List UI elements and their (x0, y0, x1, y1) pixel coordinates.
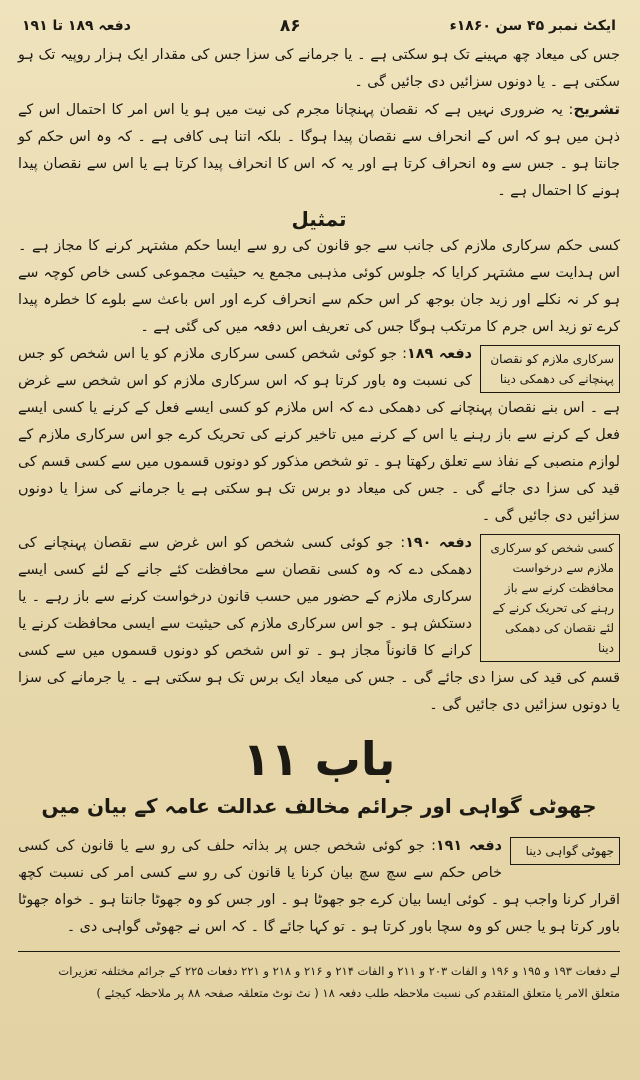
footnote-divider (18, 951, 620, 952)
section-190 (18, 530, 620, 719)
section-189 (18, 341, 620, 530)
tamseel-paragraph: کسی حکم سرکاری ملازم کی جانب سے جو قانون کی رو سے ایسا حکم مشتہر کرنے کا مجاز ہے ۔ اس ہدایت سے مشتہر کرایا کہ جلوس کوئی مذہبی مجمع یہ حیثیت مجموعی کسی خاص کوچہ سے ہو کر نہ نکلے اور زید جان بوجھ کر اس حکم سے انحراف کرے اور اس باعث سے بلوے کا خطرہ پیدا کرے تو زید اس جرم کا مرتکب ہوگا جس کی تعریف اس دفعہ میں کی گئی ہے ۔ (18, 238, 620, 335)
tashreeh-heading: تشریح (573, 100, 620, 118)
section-191-text: : جو کوئی شخص جس پر بذاتہ حلف کی رو سے یا قانون کی کسی خاص حکم سے سچ سچ بیان کرنا یا قانون کی رو سے کسی امر کی نسبت کچھ اقرار کرنا واجب ہو ۔ کوئی ایسا بیان کرے جو جھوٹا ہو ۔ اور جس کو وہ جھوٹا جانتا ہو ۔ خواہ جھوٹا باور کرتا ہو یا جس کو وہ سچا باور کرتا ہو ۔ تو کہا جائے گا ۔ کہ اس نے جھوٹی گواہی دی ۔ (18, 838, 620, 935)
page-number: ۸۶ (279, 16, 301, 36)
intro-paragraph: جس کی میعاد چھ مہینے تک ہو سکتی ہے ۔ یا جرمانے کی سزا جس کی مقدار ایک ہزار روپیہ تک ہو سکتی ہے ۔ یا دونوں سزائیں دی جائیں گی ۔ (18, 47, 620, 90)
section-191-side-note: جھوٹی گواہی دینا (510, 837, 620, 865)
act-title: ایکٹ نمبر ۴۵ سن ۱۸۶۰ء (449, 18, 616, 34)
section-range: دفعہ ۱۸۹ تا ۱۹۱ (22, 18, 131, 34)
section-191-number: دفعہ ۱۹۱ (435, 838, 502, 854)
tashreeh-text: : یہ ضروری نہیں ہے کہ نقصان پہنچانا مجرم کی نیت میں ہو یا اس امر کا احتمال اس کے ذہن میں ہو کہ اس کے انحراف سے نقصان پیدا ہوگا ۔ بلکہ اتنا ہی کافی ہے ۔ کہ وہ اس حکم کو جانتا ہو ۔ جس سے وہ انحراف کرتا ہے اور یہ کہ اس کا انحراف پیدا کرتا ہے یا اس سے نقصان پیدا ہونے کا احتمال ہے ۔ (18, 102, 620, 199)
page-header (18, 10, 620, 42)
section-190-text: : جو کوئی کسی شخص کو اس غرض سے نقصان پہنچانے کی دھمکی دے کہ وہ کسی نقصان سے محافظت کئے جانے کے لئے کسی ایسے سرکاری ملازم کے حضور میں حسب قانون درخواست کرنے سے باز رہے ۔ یا دستکش ہو ۔ جو اس سرکاری ملازم کی حیثیت سے ایسی محافظت کرنے یا کرانے کا قانوناً مجاز ہو ۔ تو اس شخص کو دونوں قسموں میں سے کسی قسم کی قید کی سزا دی جائے گی ۔ جس کی میعاد ایک برس تک ہو سکتی ہے ۔ یا جرمانے کی سزا یا دونوں سزائیں دی جائیں گی ۔ (18, 535, 620, 713)
section-189-text: : جو کوئی شخص کسی سرکاری ملازم کو یا اس شخص کو جس کی نسبت وہ باور کرتا ہو کہ اس سرکاری ملازم کو اس شخص سے غرض ہے ۔ اس بنے نقصان پہنچانے کی دھمکی دے کہ اس ملازم کو کسی ایسے فعل کے کرنے یا کسی ایسے فعل کے کرنے سے باز رہنے یا اس کے کرنے میں تاخیر کرنے کی تحریک کرے جو اس سرکاری ملازم کے لوازم منصبی کے نفاذ سے تعلق رکھتا ہو ۔ تو شخص مذکور کو دونوں قسموں میں سے کسی قسم کی قید کی سزا دی جائے گی ۔ جس کی میعاد دو برس تک ہو سکتی ہے یا جرمانے کی سزا یا دونوں سزائیں دی جائیں گی ۔ (18, 346, 620, 524)
chapter-title: جھوٹی گواہی اور جرائم مخالف عدالت عامہ کے بیان میں (41, 794, 597, 818)
section-190-side-note: کسی شخص کو سرکاری ملازم سے درخواست محافظت کرنے سے باز رہنے کی تحریک کرنے کے لئے نقصان کی دھمکی دینا (480, 534, 620, 662)
tamseel-heading: تمثیل (291, 207, 347, 231)
section-190-number: دفعہ ۱۹۰ (405, 535, 472, 551)
section-191 (18, 833, 620, 941)
footnote-line-2: متعلق الامر یا متعلق المتقدم کی نسبت ملاحظہ طلب دفعہ ۱۸ ( نٹ نوٹ متعلقہ صفحہ ۸۸ پر ملاحظہ کیجئے ) (96, 986, 620, 1000)
section-189-number: دفعہ ۱۸۹ (407, 346, 472, 362)
chapter-number: باب ۱۱ (242, 732, 396, 786)
section-189-side-note: سرکاری ملازم کو نقصان پہنچانے کی دھمکی دینا (480, 345, 620, 393)
footnote-line-1: لے دفعات ۱۹۳ و ۱۹۵ و ۱۹۶ و الفات ۲۰۳ و ۲۱۱ و الفات ۲۱۴ و ۲۱۶ و ۲۱۸ و ۲۲۱ دفعات ۲۲۵ کے جرائم مختلفہ تعزیرات (58, 964, 620, 978)
tashreeh-paragraph (18, 96, 620, 205)
